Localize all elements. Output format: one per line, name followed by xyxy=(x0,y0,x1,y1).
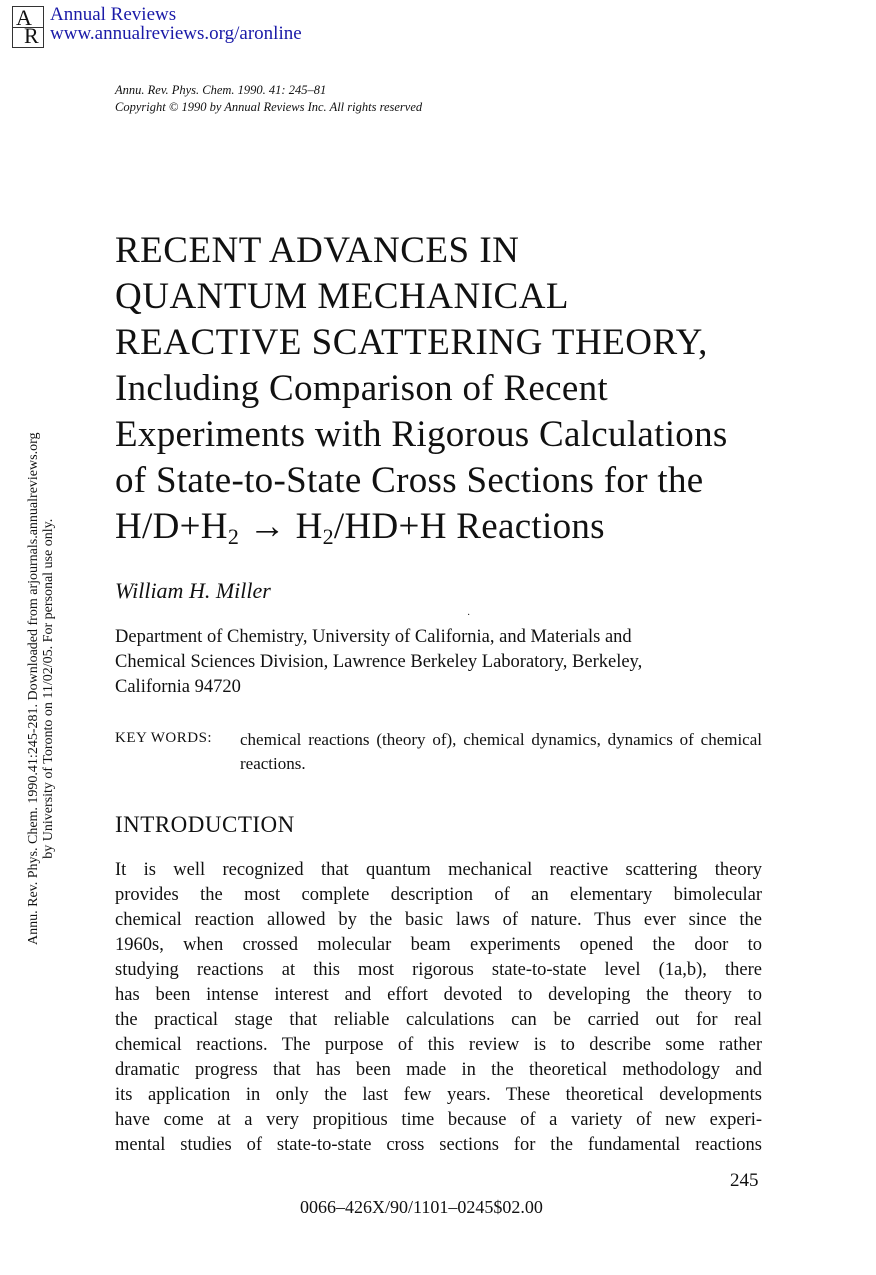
section-heading: INTRODUCTION xyxy=(115,812,295,837)
title-line: Including Comparison of Recent xyxy=(115,368,608,409)
title-line: RECENT ADVANCES IN xyxy=(115,230,520,271)
publisher-link[interactable]: Annual Reviews xyxy=(50,4,177,25)
article-title xyxy=(115,228,815,550)
download-side-note xyxy=(26,433,56,945)
title-line: of State-to-State Cross Sections for the xyxy=(115,460,704,501)
key-words-text: chemical reactions (theory of), chemical dynamics, dynamics of chemical reactions. xyxy=(240,730,762,773)
title-line: REACTIVE SCATTERING THEORY, xyxy=(115,322,708,363)
body-line: its application in only the last few years. These theoretical developments xyxy=(115,1085,762,1105)
body-line: It is well recognized that quantum mechanical reactive scattering theory xyxy=(115,860,762,880)
body-line: chemical reaction allowed by the basic laws of nature. Thus ever since the xyxy=(115,910,762,930)
title-reaction-line: $H/D+H_2 \to H_2/HD+H$ Reactions xyxy=(115,506,605,549)
annual-reviews-logo xyxy=(12,6,44,48)
body-line: the practical stage that reliable calculations can be carried out for real xyxy=(115,1010,762,1030)
logo-letter-r: R xyxy=(24,23,39,48)
article-code: 0066–426X/90/1101–0245$02.00 xyxy=(300,1197,543,1217)
citation-line: Annu. Rev. Phys. Chem. 1990. 41: 245–81 xyxy=(115,83,327,97)
introduction-paragraph xyxy=(115,858,762,1158)
body-line: mental studies of state-to-state cross sections for the fundamental reactions xyxy=(115,1135,762,1155)
title-line: QUANTUM MECHANICAL xyxy=(115,276,570,317)
aronline-url-link[interactable]: www.annualreviews.org/aronline xyxy=(50,23,302,44)
affiliation-line: Chemical Sciences Division, Lawrence Berkeley Laboratory, Berkeley, xyxy=(115,652,643,672)
logo-letter-a: A xyxy=(16,5,32,30)
body-line: studying reactions at this most rigorous state-to-state level (1a,b), there xyxy=(115,960,762,980)
affiliation-line: California 94720 xyxy=(115,677,241,697)
author-name: William H. Miller xyxy=(115,578,271,603)
page-number: 245 xyxy=(730,1170,759,1191)
key-words-label: KEY WORDS: xyxy=(115,730,213,746)
title-line: Experiments with Rigorous Calculations xyxy=(115,414,728,455)
body-line: dramatic progress that has been made in the theoretical methodology and xyxy=(115,1060,762,1080)
body-line: chemical reactions. The purpose of this review is to describe some rather xyxy=(115,1035,762,1055)
body-line: have come at a very propitious time because of a variety of new experi- xyxy=(115,1110,762,1130)
body-line: has been intense interest and effort devoted to developing the theory to xyxy=(115,985,762,1005)
side-note-line-1: Annu. Rev. Phys. Chem. 1990.41:245-281. Downloaded from arjournals.annualreviews.org xyxy=(26,432,41,945)
author-affiliation xyxy=(115,625,755,700)
journal-citation xyxy=(115,82,422,116)
affiliation-line: Department of Chemistry, University of California, and Materials and xyxy=(115,627,632,647)
body-line: 1960s, when crossed molecular beam experiments opened the door to xyxy=(115,935,762,955)
body-line: provides the most complete description of an elementary bimolecular xyxy=(115,885,762,905)
side-note-line-2: by University of Toronto on 11/02/05. For personal use only. xyxy=(41,518,56,859)
copyright-line: Copyright © 1990 by Annual Reviews Inc. All rights reserved xyxy=(115,100,423,114)
